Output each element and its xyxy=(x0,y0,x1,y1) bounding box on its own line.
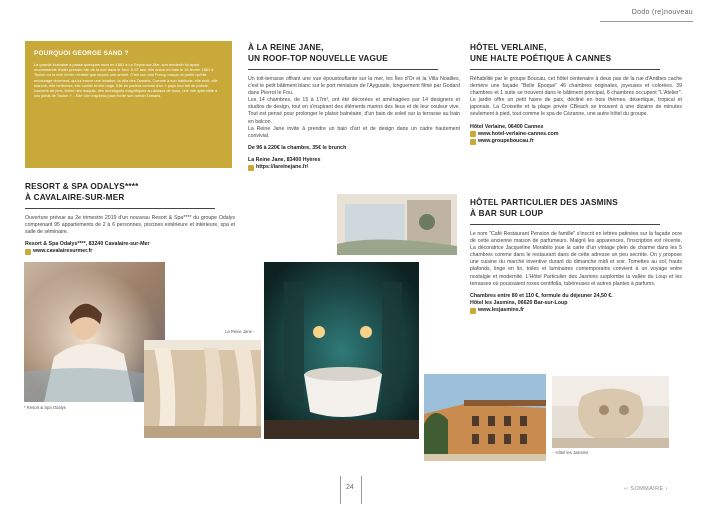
box-title: POURQUOI GEORGE SAND ? xyxy=(34,50,129,57)
jasmins-website: www.lesjasmins.fr xyxy=(478,306,525,313)
jasmins-website-link[interactable] xyxy=(470,307,682,315)
magazine-header: Dodo (re)nouveau xyxy=(631,9,693,16)
odalys-title-line2: À CAVALAIRE-SUR-MER xyxy=(25,192,125,202)
reinejane-caption: La Reine Jane - xyxy=(225,329,255,334)
reinejane-bath-photo xyxy=(264,262,419,439)
reinejane-text-1: Un toit-terrasse offrant une vue époustouflante sur la mer, les Îles d'Or et la Villa Noailles, c'est le petit bâtiment blanc sur le port miniature de l'Ayguade, longuement filmé par Godard dans Pierrot le Fou. xyxy=(248,76,460,97)
verlaine-facade-photo xyxy=(337,194,457,255)
web-icon xyxy=(470,131,476,137)
footer-divider xyxy=(361,476,362,504)
web-icon xyxy=(248,165,254,171)
reinejane-curtain-photo xyxy=(144,340,261,438)
odalys-rule xyxy=(25,208,215,209)
jasmins-title-line2: À BAR SUR LOUP xyxy=(470,208,544,218)
verlaine-website-link-2[interactable] xyxy=(470,138,682,146)
web-icon xyxy=(25,249,31,255)
odalys-title xyxy=(25,182,235,203)
odalys-title-line1: RESORT & SPA ODALYS**** xyxy=(25,182,139,191)
odalys-article xyxy=(25,182,235,256)
odalys-website-link[interactable] xyxy=(25,248,235,256)
chevron-left-icon: ‹‹ xyxy=(624,486,631,492)
jasmins-article xyxy=(470,198,682,314)
jasmins-building-photo xyxy=(424,374,546,461)
reinejane-title xyxy=(248,43,460,64)
verlaine-article xyxy=(470,43,682,146)
reinejane-title-line1: À LA REINE JANE, xyxy=(248,43,324,52)
reinejane-website: https://lareinejane.fr/ xyxy=(256,163,309,170)
reinejane-text-3: La Reine Jane invite à prendre un bain d'art et de design dans un cadre hautement convivial. xyxy=(248,125,460,139)
verlaine-website-link-1[interactable] xyxy=(470,131,682,139)
jasmins-title-line1: HÔTEL PARTICULIER DES JASMINS xyxy=(470,198,618,207)
reinejane-rule xyxy=(248,69,438,70)
reinejane-title-line2: UN ROOF-TOP NOUVELLE VAGUE xyxy=(248,53,388,63)
george-sand-box xyxy=(25,41,232,168)
jasmins-text: Le nom "Café Restaurant Pension de famille" s'inscrit en lettres patinées sur la façade ocre de cette ancienne maison de parfumeurs. Malgré les apparences, l'inscription est récente. La décoratrice Jacqueline Morabito joue la carte d'un vintage plein de charme dans les 5 chambres comme dans le restaurant dans de cette adresse un peu secrète. On y propose une cuisine du marché inventive durant du dimanche midi et soir. Tomettes au sol, hauts plafonds, linge en lin, toiles et luminaires contemporains convient à un voyage entre nostalgie et modernité. L'Hôtel Particulier des Jasmins surplombe la vallée du Loup et les terrasses où poussaient roses centifolia, tubéreuses et autres plantes à parfums. xyxy=(470,231,682,287)
web-icon xyxy=(470,308,476,314)
jasmins-decor-photo xyxy=(552,376,669,448)
header-rule xyxy=(600,21,693,22)
verlaine-title-line2: UNE HALTE POÉTIQUE À CANNES xyxy=(470,53,612,63)
verlaine-website-2: www.groupeboucau.fr xyxy=(478,138,534,145)
reinejane-article xyxy=(248,43,460,171)
page-number: 24 xyxy=(346,484,354,491)
reinejane-website-link[interactable] xyxy=(248,164,460,172)
footer-divider-left xyxy=(340,476,341,504)
reinejane-text-2: Les 14 chambres, de 15 à 17m², ont été décorées et aménagées par 14 designers et studios de design, tout en s'inspirant des éléments marins des lieux et de leur couleur vive. Tout est pensé pour prolonger le plaisir balnéaire, d'un bain de soleil sur la terrasse au bain en balcon. xyxy=(248,97,460,125)
odalys-website: www.cavalairesurmer.fr xyxy=(33,248,93,255)
reinejane-price: De 96 à 220€ la chambre, 35€ le brunch xyxy=(248,144,347,151)
summary-label: SOMMAIRE xyxy=(630,486,664,492)
jasmins-price: Chambres entre 80 et 110 €, formule du déjeuner 24,50 €. xyxy=(470,292,613,299)
verlaine-rule xyxy=(470,69,660,70)
jasmins-caption: - Hôtel les Jasmins xyxy=(553,450,589,455)
odalys-address: Resort & Spa Odalys****, 83240 Cavalaire-sur-Mer xyxy=(25,241,150,248)
verlaine-title-line1: HÔTEL VERLAINE, xyxy=(470,43,547,52)
jasmins-title xyxy=(470,198,682,219)
verlaine-address: Hôtel Verlaine, 06400 Cannes xyxy=(470,123,544,130)
box-text: La grande écrivaine a passé quelques mois en 1861 à La Seyne-sur-Mer, son médecin lui ayant recommandé d'aller prendre l'air de la mer dans le Sud. À 57 ans, elle arrive en train le 18 février 1861 à Toulon où la voie ferrée n'existe que depuis une année. C'est son ami Poncy, maçon et poète qu'elle encourage vivement, qui lui trouve une location, la villa des Tamaris. Comme à son habitude, elle écrit, elle marche, elle herborise, elle cueille et elle nage. Elle en parlera comme d'un « pays tout fait de poésie, couverts de pins, forme des maquis, des montagnes magnifiques au-dessus de nous, une vue splendide à vos pieds de Toulon »... Elle s'en inspirera pour écrire son roman Tamaris. xyxy=(34,62,218,99)
odalys-caption: * Resort & Spa Odalys xyxy=(24,405,66,410)
odalys-text: Ouverture prévue au 2e trimestre 2019 d'un nouveau Resort & Spa**** du groupe Odalys comprenant 95 appartements de 2 à 6 personnes, piscines extérieure et intérieure, spa et salle de séminaire. xyxy=(25,215,235,236)
summary-link[interactable] xyxy=(624,486,668,492)
reinejane-address: La Reine Jane, 83400 Hyères xyxy=(248,156,321,163)
web-icon xyxy=(470,139,476,145)
chevron-right-icon: › xyxy=(663,486,668,492)
verlaine-text: Réhabilité par le groupe Boucau, cet hôtel centenaire à deux pas de la rue d'Antibes cache derrière une façade "Belle Époque" 46 chambres originales, joyeuses et colorées. 39 chambres et 1 suite se trouvent dans le bâtiment principal, 6 chambres occupent "L'Atelier". Le jardin offre un petit havre de paix, décliné en trois thèmes, désertique, tropical et japonais. La Croisette et la plage privée CBeach se trouvent à une dizaine de minutes seulement à pied, tout comme le spa de Cézanne, une autre hôtel du groupe. xyxy=(470,76,682,118)
verlaine-website-1: www.hotel-verlaine-cannes.com xyxy=(478,130,559,137)
jasmins-address: Hôtel les Jasmins, 06620 Bar-sur-Loup xyxy=(470,299,568,306)
jasmins-rule xyxy=(470,224,660,225)
verlaine-title xyxy=(470,43,682,64)
